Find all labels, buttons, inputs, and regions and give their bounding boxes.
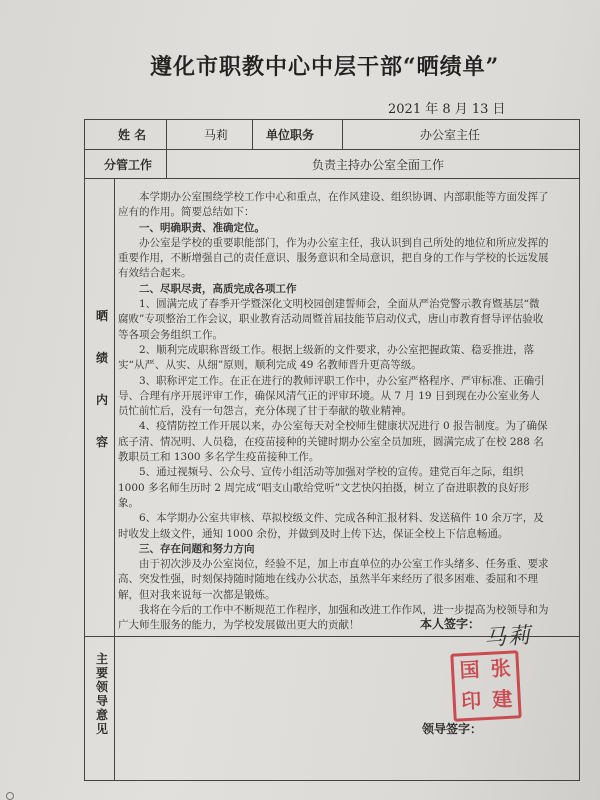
content-paragraph: 3、职称评定工作。在正在进行的教师评职工作中，办公室严格程序、严审标准、正确引导、合理有序开展评审工作，确保风清气正的评审环境。从 7 月 19 日到现在办公室业务人员忙前忙后，没有一句怨言，充分体现了甘于奉献的敬业精神。: [118, 374, 545, 418]
table-divider: [84, 149, 579, 150]
content-heading: 二、尽职尽责，高质完成各项工作: [139, 282, 297, 295]
section-label: [92, 310, 112, 448]
leader-opinion-label: [92, 652, 112, 736]
content-paragraph: 由于初次涉及办公室岗位，经验不足，加上市直单位的办公室工作头绪多、任务重、要求高、突发性强，时刻保持随时随地在线办公状态，虽然半年来经历了很多困难、委屈和不理解，但对我来说每一次都是锻炼。: [118, 558, 549, 601]
document-title: 遵化市职教中心中层干部“晒绩单”: [150, 54, 500, 80]
section-label-char: 晒: [95, 309, 108, 323]
content-paragraph: 5、通过视频号、公众号、宣传小组活动等加强对学校的宣传。建党百年之际，组织 1000 多名师生历时 2 周完成“唱支山歌给党听”文艺快闪拍摄，树立了奋进职教的良好形象。: [118, 466, 530, 509]
content-heading: 一、明确职责、准确定位。: [139, 221, 265, 234]
section-label-char: 绩: [95, 351, 108, 365]
work-value: 负责主持办公室全面工作: [312, 158, 445, 172]
content-paragraph: 2、顺利完成职称晋级工作。根据上级新的文件要求，办公室把握政策、稳妥推进，落实“从严、从实、从细”原则，顺利完成 49 名教师晋升更高等级。: [118, 343, 535, 372]
table-divider: [166, 119, 167, 179]
content-paragraph: 本学期办公室围绕学校工作中心和重点，在作风建设、组织协调、内部职能等方面发挥了应有的作用。简要总结如下：: [118, 191, 549, 219]
table-divider: [252, 119, 253, 149]
leader-label-char: 意: [95, 708, 108, 722]
content-paragraph: 我将在今后的工作中不断规范工作程序，加强和改进工作作风，进一步提高为校领导和为广大师生服务的能力，为学校发展做出更大的贡献！: [118, 604, 549, 632]
seal-char: 张: [489, 655, 512, 681]
leader-label-char: 见: [95, 722, 108, 736]
red-seal-stamp: [450, 650, 521, 721]
content-paragraph: 1、圆满完成了春季开学暨深化文明校园创建誓师会，全面从严治党警示教育暨基层“微腐败”专项整治工作会议，职业教育活动周暨首届技能节启动仪式，唐山市教育督导评估验收等各项会务组织工作。: [118, 298, 544, 341]
work-label: 分管工作: [104, 158, 153, 172]
handwritten-signature: 马莉: [483, 623, 533, 652]
table-divider: [84, 178, 579, 179]
corner-mark: [6, 792, 14, 800]
seal-char: 国: [459, 657, 481, 683]
document-date: 2021 年 8 月 13 日: [388, 102, 506, 117]
position-value: 办公室主任: [420, 128, 481, 142]
leader-label-char: 主: [95, 652, 108, 666]
achievement-content: [118, 190, 550, 634]
seal-char: 建: [491, 686, 513, 712]
position-label: 单位职务: [266, 128, 315, 142]
seal-char: 印: [460, 688, 482, 714]
content-paragraph: 6、本学期办公室共审核、草拟校级文件、完成各种汇报材料、发送稿件 10 余万字，及时收发上级文件，通知 1000 余份，并做到及时上传下达，保证全校上下信息畅通。: [118, 512, 544, 540]
leader-label-char: 领: [95, 680, 108, 694]
table-divider: [114, 178, 115, 780]
content-paragraph: 办公室是学校的重要职能部门，作为办公室主任，我认识到自己所处的地位和所应发挥的重要作用，不断增强自己的责任意识、服务意识和全局意识，把自身的工作与学校的长远发展有效结合起来。: [118, 236, 549, 280]
leader-label-char: 导: [95, 694, 108, 708]
section-label-char: 容: [95, 435, 108, 449]
self-signature-label: 本人签字：: [420, 617, 481, 631]
section-label-char: 内: [95, 393, 108, 407]
content-heading: 三、存在问题和努力方向: [139, 542, 255, 555]
leader-label-char: 要: [95, 666, 108, 680]
content-paragraph: 4、疫情防控工作开展以来，办公室每天对全校师生健康状况进行 0 报告制度。为了确保底子清、情况明、人员稳，在疫苗接种的关键时期办公室全员加班，圆满完成了在校 288 名教职员工和 1300 多名学生疫苗接种工作。: [118, 420, 548, 464]
table-divider: [342, 119, 343, 149]
leader-signature-label: 领导签字：: [422, 722, 483, 736]
name-value: 马莉: [204, 128, 229, 142]
name-label: 姓 名: [118, 128, 147, 142]
